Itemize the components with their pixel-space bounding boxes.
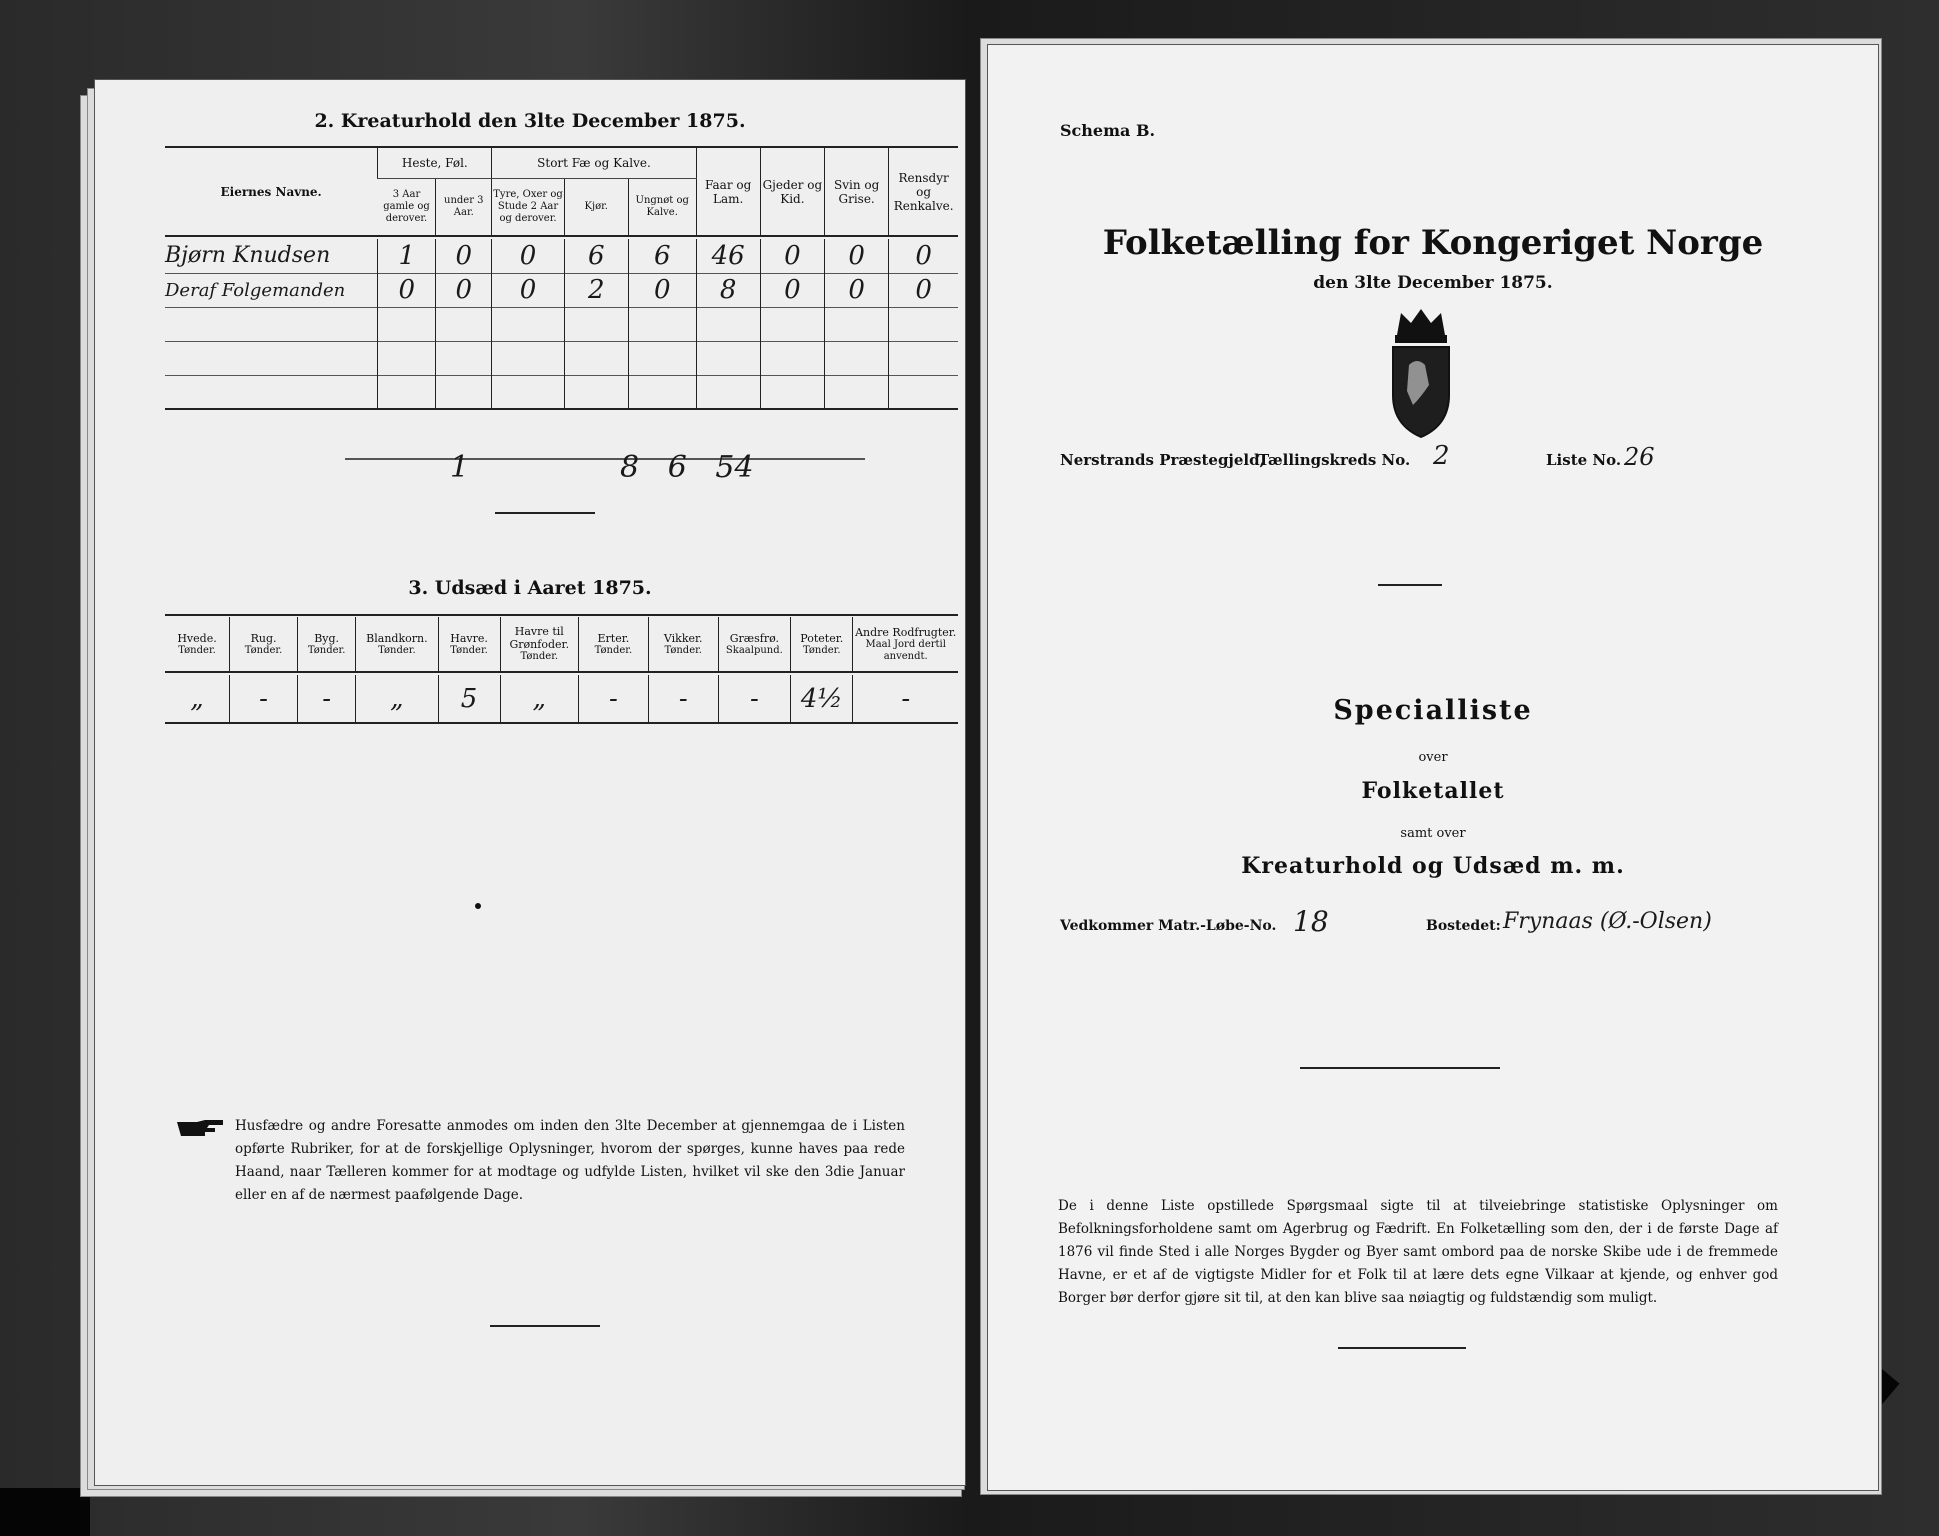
- dot: [475, 903, 481, 909]
- bosted-value: Frynaas (Ø.-Olsen): [1503, 909, 1712, 934]
- col-graesfro: [718, 617, 790, 672]
- main-date: den 3lte December 1875.: [1313, 273, 1553, 293]
- header-label: Vikker.: [663, 631, 703, 645]
- table-row: [165, 239, 958, 273]
- table-row: [165, 273, 958, 307]
- unit-label: Tønder.: [594, 644, 633, 656]
- col-stort: Stort Fæ og Kalve.: [492, 148, 696, 178]
- cell: 1: [378, 239, 436, 273]
- liste-label: Liste No.: [1546, 451, 1622, 469]
- cell: 8: [696, 273, 760, 307]
- cell: 0: [628, 273, 696, 307]
- liste-number: 26: [1624, 443, 1655, 471]
- unit-label: Skaalpund.: [725, 644, 783, 656]
- col-stort-a: Tyre, Oxer og Stude 2 Aar og derover.: [492, 178, 564, 236]
- totals-line: [345, 458, 865, 460]
- header-label: Havre.: [450, 631, 488, 645]
- cell: 0: [492, 273, 564, 307]
- kreds-number: 2: [1433, 441, 1450, 471]
- section3-title: 3. Udsæd i Aaret 1875.: [408, 577, 652, 599]
- header-label: Hvede.: [177, 631, 217, 645]
- udsaed-header-row: [165, 617, 958, 672]
- unit-label: Tønder.: [664, 644, 702, 656]
- kreds-label: Tællingskreds No.: [1258, 451, 1411, 469]
- col-svin: Svin og Grise.: [825, 148, 889, 236]
- header-label: Græsfrø.: [729, 631, 780, 645]
- col-poteter: [791, 617, 853, 672]
- owner-name: Deraf Folgemanden: [165, 279, 346, 301]
- col-havre: [438, 617, 500, 672]
- totals-a: 1: [450, 450, 470, 485]
- table-row: [165, 675, 958, 723]
- kreaturhold-title: Kreaturhold og Udsæd m. m.: [1241, 853, 1625, 879]
- totals-b: 8 6 54: [620, 450, 754, 485]
- cell: 46: [696, 239, 760, 273]
- rule: [1338, 1347, 1466, 1349]
- unit-label: Tønder.: [178, 644, 216, 656]
- matr-label: Vedkommer Matr.-Løbe-No.: [1060, 918, 1277, 934]
- cell: 0: [889, 239, 958, 273]
- col-vikker: [648, 617, 718, 672]
- pointing-hand-icon: [175, 1118, 225, 1140]
- rule: [1378, 584, 1442, 586]
- samt-label: samt over: [1400, 826, 1466, 841]
- col-faar: Faar og Lam.: [696, 148, 760, 236]
- col-byg: [297, 617, 355, 672]
- intro-text: De i denne Liste opstillede Spørgsmaal sigte til at tilveiebringe statistiske Oplysninger om Befolkningsforholdene samt om Agerbrug og Fædrift. En Folketælling som den, der i de første Dage af 1876 vil finde Sted i alle Norges Bygder og Byer samt ombord paa de norske Skibe ude i de fremmede Havne, er et af de vigtigste Midler for et Folk til at lære dets egne Vilkaar at kjende, og enhver god Borger bør derfor gjøre sit til, at den kan blive saa nøiagtig og fuldstændig som muligt.: [1058, 1198, 1778, 1306]
- col-heste-b: under 3 Aar.: [436, 178, 492, 236]
- col-erter: [578, 617, 648, 672]
- col-rug: [230, 617, 298, 672]
- cell: 6: [628, 239, 696, 273]
- col-blandkorn: [356, 617, 438, 672]
- folketallet-title: Folketallet: [1361, 778, 1505, 804]
- schema-label: Schema B.: [1060, 121, 1156, 140]
- header-label: Blandkorn.: [366, 631, 428, 645]
- col-stort-c: Ungnøt og Kalve.: [628, 178, 696, 236]
- unit-label: Tønder.: [450, 644, 488, 656]
- cell: -: [578, 675, 648, 723]
- unit-label: Tønder.: [244, 644, 283, 656]
- matr-number: 18: [1293, 905, 1329, 938]
- cell: 0: [760, 273, 824, 307]
- cell: -: [230, 675, 298, 723]
- col-heste-a: 3 Aar gamle og derover.: [383, 188, 430, 224]
- header-label: Byg.: [314, 631, 340, 645]
- specialliste-title: Specialliste: [1333, 695, 1533, 726]
- cell: 0: [825, 239, 889, 273]
- cell: 0: [825, 273, 889, 307]
- col-stort-b: Kjør.: [564, 178, 628, 236]
- udsaed-table: [165, 617, 958, 724]
- cell: 0: [436, 239, 492, 273]
- table-row: [165, 341, 958, 375]
- cell: 2: [564, 273, 628, 307]
- cell: 4½: [791, 675, 853, 723]
- prestegjeld: Nerstrands Præstegjeld,: [1060, 451, 1265, 469]
- cell: „: [190, 683, 204, 714]
- col-havre-gron: [500, 617, 578, 672]
- col-rensdyr: Rensdyr og Renkalve.: [889, 148, 958, 236]
- rule: [490, 1325, 600, 1327]
- col-heste: Heste, Føl.: [378, 148, 492, 178]
- col-andre: [853, 617, 958, 672]
- unit-label: Tønder.: [520, 651, 559, 662]
- col-name: Eiernes Navne.: [220, 184, 322, 199]
- cell: 0: [760, 239, 824, 273]
- cell: -: [853, 675, 958, 723]
- coat-of-arms-icon: [1381, 305, 1461, 440]
- header-label: Rug.: [250, 631, 277, 645]
- rule: [495, 512, 595, 514]
- cell: 0: [492, 239, 564, 273]
- cell: „: [356, 675, 438, 723]
- cell: 6: [564, 239, 628, 273]
- unit-label: Tønder.: [378, 644, 416, 656]
- col-gjeder: Gjeder og Kid.: [760, 148, 824, 236]
- unit-label: Maal Jord dertil anvendt.: [865, 638, 946, 662]
- table-row: [165, 307, 958, 341]
- cell: -: [718, 675, 790, 723]
- left-page: [95, 80, 965, 1485]
- notice-text: Husfædre og andre Foresatte anmodes om inden den 3lte December at gjennemgaa de i Listen opførte Rubriker, for at de forskjellige Oplysninger, hvorom der spørges, kunne haves paa rede Haand, naar Tælleren kommer for at modtage og udfylde Listen, hvilket vil ske den 3die Januar eller en af de nærmest paafølgende Dage.: [235, 1118, 905, 1203]
- cell: 0: [436, 273, 492, 307]
- main-title: Folketælling for Kongeriget Norge: [1102, 223, 1764, 263]
- bosted-label: Bostedet:: [1426, 918, 1501, 934]
- owner-name: Bjørn Knudsen: [165, 243, 331, 269]
- cell: -: [648, 675, 718, 723]
- rule: [1300, 1067, 1500, 1069]
- scan-corner-left: [0, 1488, 90, 1536]
- header-label: Havre til Grønfoder.: [509, 625, 570, 651]
- header-label: Erter.: [597, 631, 630, 645]
- cell: 0: [889, 273, 958, 307]
- unit-label: Tønder.: [307, 644, 346, 656]
- cell: -: [297, 675, 355, 723]
- right-page: [988, 45, 1878, 1490]
- rule: [165, 614, 958, 616]
- cell: 5: [438, 675, 500, 723]
- cell: „: [500, 675, 578, 723]
- kreaturhold-table: [165, 148, 958, 410]
- over-label: over: [1418, 750, 1448, 765]
- col-hvede: [165, 617, 230, 672]
- header-label: Poteter.: [800, 631, 844, 645]
- header-label: Andre Rodfrugter.: [855, 625, 957, 639]
- section2-title: 2. Kreaturhold den 3lte December 1875.: [314, 110, 746, 132]
- table-row: [165, 375, 958, 409]
- unit-label: Tønder.: [802, 644, 841, 656]
- cell: 0: [378, 273, 436, 307]
